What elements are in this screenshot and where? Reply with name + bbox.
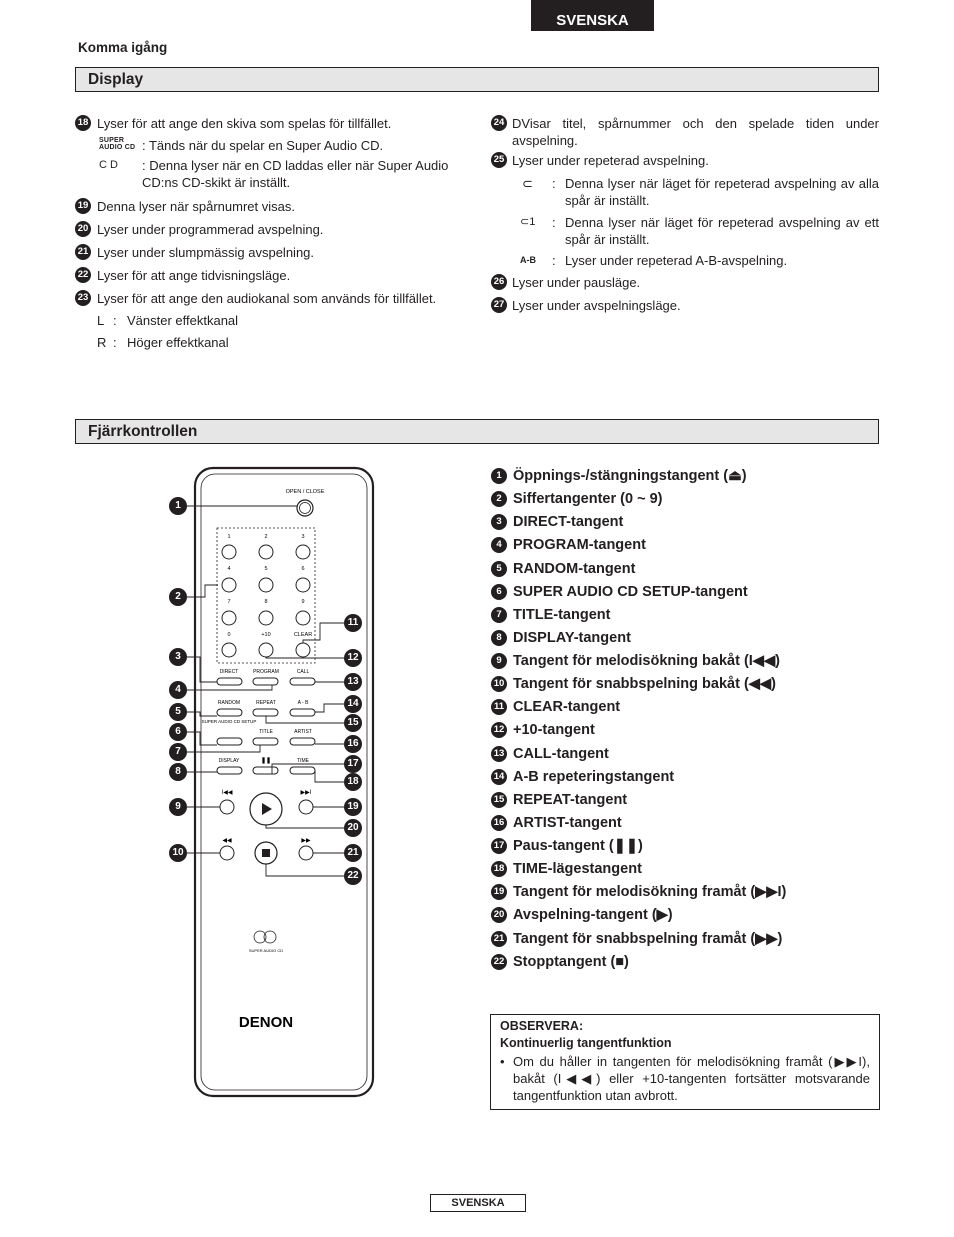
remote-section-title: Fjärrkontrollen bbox=[75, 419, 879, 444]
note-text: Om du håller in tangenten för melodisökning framåt (▶▶I), bakåt (I◀◀) eller +10-tangenten fortsätter motsvarande tangentfunktion utan avbrott. bbox=[513, 1054, 870, 1103]
svg-text:1: 1 bbox=[227, 534, 231, 540]
callout-4: 4 bbox=[169, 681, 187, 699]
svg-text:TIME: TIME bbox=[297, 758, 309, 764]
callout-9: 9 bbox=[169, 798, 187, 816]
callout-13: 13 bbox=[344, 673, 362, 691]
svg-text:0: 0 bbox=[227, 632, 231, 638]
item-number-26: 26 bbox=[491, 274, 507, 290]
display-item-20: Lyser under programmerad avspelning. bbox=[97, 222, 324, 237]
svg-text:9: 9 bbox=[301, 599, 305, 605]
footer-language-tab: SVENSKA bbox=[430, 1194, 526, 1212]
item-number-22: 22 bbox=[75, 267, 91, 283]
sacd-symbol: SUPER AUDIO CD bbox=[99, 137, 136, 151]
display-item-19: Denna lyser när spårnumret visas. bbox=[97, 199, 295, 214]
svg-text:8: 8 bbox=[264, 599, 268, 605]
svg-text:CALL: CALL bbox=[296, 669, 310, 675]
display-section-title: Display bbox=[75, 67, 879, 92]
item-number-19: 19 bbox=[75, 198, 91, 214]
display-item-27: Lyser under avspelningsläge. bbox=[512, 298, 681, 313]
svg-text:+10: +10 bbox=[261, 632, 271, 638]
repeat-all-text: Denna lyser när läget för repeterad avspelning av alla spår är inställt. bbox=[565, 176, 879, 208]
svg-text:TITLE: TITLE bbox=[259, 729, 273, 735]
display-item-26: Lyser under pausläge. bbox=[512, 275, 641, 290]
channel-right-key: R bbox=[97, 335, 107, 350]
display-item-23: Lyser för att ange den audiokanal som används för tillfället. bbox=[97, 291, 437, 306]
repeat-ab-symbol: A-B bbox=[520, 255, 536, 265]
svg-text:2: 2 bbox=[264, 534, 268, 540]
repeat-ab-sep: : bbox=[552, 253, 556, 268]
fast-forward-button bbox=[299, 846, 313, 860]
svg-text:PROGRAM: PROGRAM bbox=[253, 669, 279, 675]
callout-12: 12 bbox=[344, 649, 362, 667]
repeat-ab-text: Lyser under repeterad A-B-avspelning. bbox=[565, 253, 788, 268]
callout-20: 20 bbox=[344, 819, 362, 837]
sacd-logo-text: SUPER AUDIO CD bbox=[248, 948, 284, 953]
callout-22: 22 bbox=[344, 867, 362, 885]
open-close-label: OPEN / CLOSE bbox=[285, 489, 325, 495]
callout-2: 2 bbox=[169, 588, 187, 606]
callout-14: 14 bbox=[344, 695, 362, 713]
remote-control-illustration bbox=[160, 460, 375, 1100]
note-heading: OBSERVERA: bbox=[500, 1019, 584, 1033]
display-item-24: DVisar titel, spårnummer och den spelade tiden under avspelning. bbox=[512, 116, 879, 148]
svg-text:RANDOM: RANDOM bbox=[217, 700, 241, 706]
svg-text:7: 7 bbox=[227, 599, 231, 605]
svg-text:REPEAT: REPEAT bbox=[256, 700, 276, 706]
channel-left-sep: : bbox=[113, 313, 117, 328]
callout-19: 19 bbox=[344, 798, 362, 816]
repeat-one-sep: : bbox=[552, 215, 556, 230]
callout-10: 10 bbox=[169, 844, 187, 862]
section-heading: Komma igång bbox=[78, 40, 168, 55]
item-number-18: 18 bbox=[75, 115, 91, 131]
svg-text:▶▶I: ▶▶I bbox=[300, 790, 312, 796]
skip-back-button bbox=[220, 800, 234, 814]
skip-forward-button bbox=[299, 800, 313, 814]
callout-1: 1 bbox=[169, 497, 187, 515]
callout-8: 8 bbox=[169, 763, 187, 781]
channel-left-text: Vänster effektkanal bbox=[127, 313, 239, 328]
svg-text:❚❚: ❚❚ bbox=[260, 758, 272, 764]
callout-3: 3 bbox=[169, 648, 187, 666]
callout-5: 5 bbox=[169, 703, 187, 721]
channel-left-key: L bbox=[97, 313, 105, 328]
item-number-25: 25 bbox=[491, 152, 507, 168]
repeat-one-symbol: ⊂1 bbox=[520, 216, 536, 228]
callout-7: 7 bbox=[169, 743, 187, 761]
svg-text:SUPER AUDIO CD SETUP: SUPER AUDIO CD SETUP bbox=[201, 719, 257, 724]
note-bullet: • bbox=[500, 1054, 505, 1069]
note-subheading: Kontinuerlig tangentfunktion bbox=[500, 1036, 672, 1050]
callout-15: 15 bbox=[344, 714, 362, 732]
callout-17: 17 bbox=[344, 755, 362, 773]
callout-6: 6 bbox=[169, 723, 187, 741]
item-number-23: 23 bbox=[75, 290, 91, 306]
callout-21: 21 bbox=[344, 844, 362, 862]
display-item-18: Lyser för att ange den skiva som spelas för tillfället. bbox=[97, 116, 392, 131]
cd-indicator-text: : Denna lyser när en CD laddas eller när Super Audio CD:ns CD-skikt är inställt. bbox=[142, 158, 449, 190]
item-number-21: 21 bbox=[75, 244, 91, 260]
svg-text:▶▶: ▶▶ bbox=[301, 838, 311, 844]
rewind-button bbox=[220, 846, 234, 860]
sacd-indicator-text: : Tänds när du spelar en Super Audio CD. bbox=[142, 138, 384, 153]
svg-text:3: 3 bbox=[301, 534, 305, 540]
cd-symbol: C D bbox=[99, 159, 118, 171]
callout-18: 18 bbox=[344, 773, 362, 791]
repeat-all-sep: : bbox=[552, 176, 556, 191]
svg-text:CLEAR: CLEAR bbox=[293, 632, 313, 638]
svg-text:DISPLAY: DISPLAY bbox=[218, 758, 240, 764]
display-item-25: Lyser under repeterad avspelning. bbox=[512, 153, 709, 168]
display-item-21: Lyser under slumpmässig avspelning. bbox=[97, 245, 315, 260]
repeat-all-symbol: ⊂ bbox=[522, 176, 533, 191]
item-number-20: 20 bbox=[75, 221, 91, 237]
svg-text:I◀◀: I◀◀ bbox=[221, 790, 233, 796]
display-item-22: Lyser för att ange tidvisningsläge. bbox=[97, 268, 291, 283]
svg-text:4: 4 bbox=[227, 566, 231, 572]
callout-16: 16 bbox=[344, 735, 362, 753]
svg-text:5: 5 bbox=[264, 566, 268, 572]
item-number-24: 24 bbox=[491, 115, 507, 131]
channel-right-sep: : bbox=[113, 335, 117, 350]
language-tab: SVENSKA bbox=[531, 0, 654, 31]
svg-text:DIRECT: DIRECT bbox=[219, 669, 239, 675]
note-box bbox=[490, 1014, 880, 1110]
svg-text:ARTIST: ARTIST bbox=[294, 729, 312, 735]
svg-text:◀◀: ◀◀ bbox=[222, 838, 232, 844]
channel-right-text: Höger effektkanal bbox=[127, 335, 229, 350]
brand-logo: DENON bbox=[238, 1014, 294, 1031]
callout-11: 11 bbox=[344, 614, 362, 632]
svg-text:6: 6 bbox=[301, 566, 305, 572]
item-number-27: 27 bbox=[491, 297, 507, 313]
svg-text:A - B: A - B bbox=[297, 700, 309, 706]
repeat-one-text: Denna lyser när läget för repeterad avspelning av ett spår är inställt. bbox=[565, 215, 879, 247]
